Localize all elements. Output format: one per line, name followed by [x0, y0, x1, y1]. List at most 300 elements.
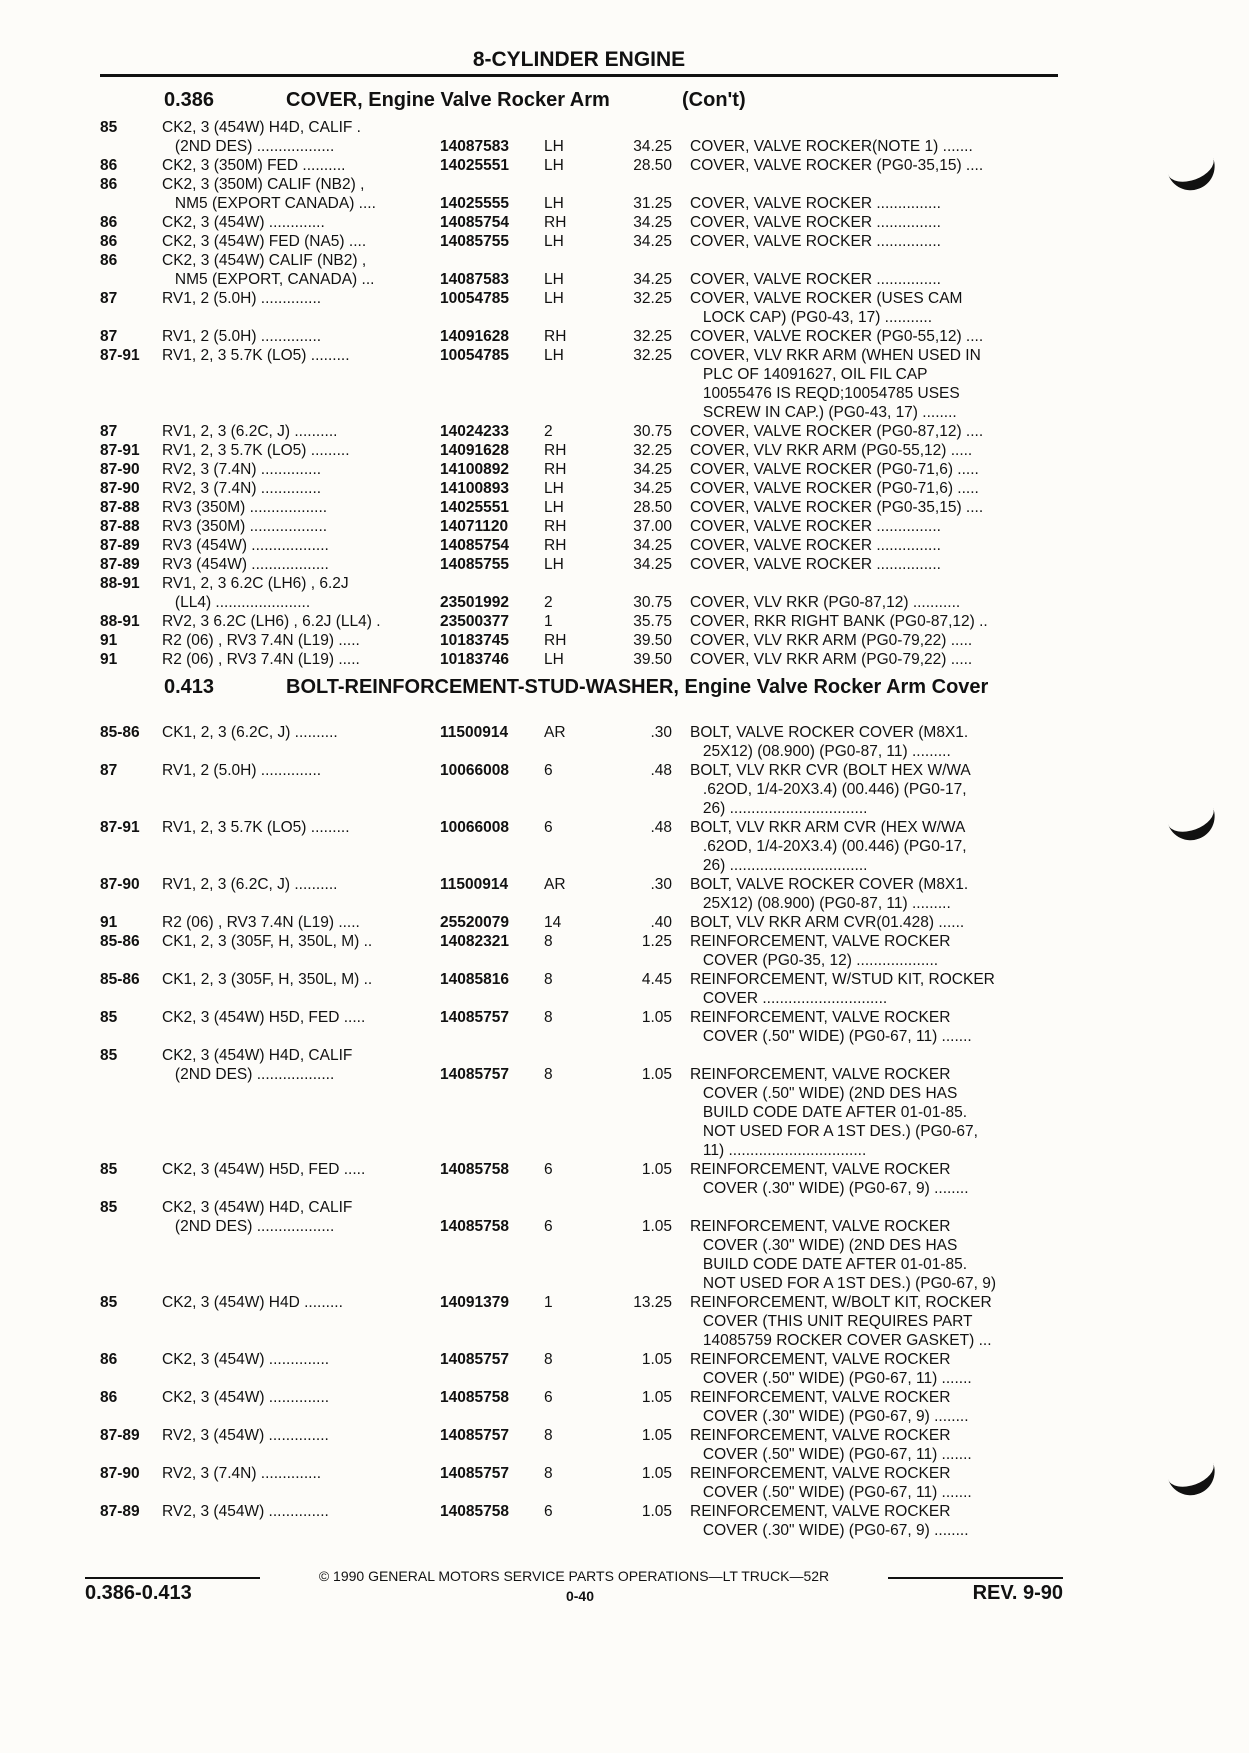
year-cell: 91	[100, 914, 118, 931]
quantity-cell: LH	[544, 290, 564, 307]
quantity-cell: 6	[544, 1218, 553, 1235]
description-cell: 26) ................................	[690, 800, 868, 817]
table-row	[100, 650, 1060, 669]
description-cell: COVER, VALVE ROCKER ...............	[690, 271, 941, 288]
binder-clip-icon	[1163, 143, 1222, 197]
year-cell: 86	[100, 214, 118, 231]
quantity-cell: RH	[544, 461, 567, 478]
price-cell: 1.25	[641, 933, 672, 950]
table-row	[100, 818, 1060, 837]
year-cell: 87	[100, 290, 118, 307]
year-cell: 87	[100, 762, 118, 779]
quantity-cell: 1	[544, 1294, 553, 1311]
year-cell: 87-88	[100, 518, 140, 535]
description-cell: .62OD, 1/4-20X3.4) (00.446) (PG0-17,	[690, 838, 967, 855]
table-row	[100, 175, 1060, 194]
table-row	[100, 970, 1060, 989]
quantity-cell: 6	[544, 819, 553, 836]
section-number: 0.386	[164, 89, 215, 111]
model-cell: CK1, 2, 3 (6.2C, J) ..........	[162, 724, 338, 741]
year-cell: 85	[100, 1161, 118, 1178]
table-row	[100, 555, 1060, 574]
part-number-cell: 10183746	[440, 651, 509, 668]
description-cell: COVER (.50" WIDE) (PG0-67, 11) .......	[690, 1484, 972, 1501]
table-row	[100, 1160, 1060, 1179]
year-cell: 87-90	[100, 461, 140, 478]
binder-clip-icon	[1163, 793, 1222, 847]
description-cell: COVER, VALVE ROCKER (PG0-55,12) ....	[690, 328, 984, 345]
quantity-cell: AR	[544, 876, 566, 893]
table-row	[100, 479, 1060, 498]
quantity-cell: RH	[544, 328, 567, 345]
description-cell: COVER .............................	[690, 990, 888, 1007]
price-cell: .30	[650, 724, 672, 741]
description-cell: REINFORCEMENT, VALVE ROCKER	[690, 1465, 951, 1482]
description-cell: REINFORCEMENT, VALVE ROCKER	[690, 933, 951, 950]
part-number-cell: 11500914	[440, 724, 509, 741]
model-cell: RV1, 2, 3 6.2C (LH6) , 6.2J	[162, 575, 349, 592]
part-number-cell: 14085755	[440, 556, 509, 573]
part-number-cell: 10066008	[440, 819, 509, 836]
year-cell: 91	[100, 651, 118, 668]
quantity-cell: 6	[544, 1389, 553, 1406]
table-row	[100, 1122, 1060, 1141]
table-row	[100, 213, 1060, 232]
price-cell: 32.25	[633, 442, 672, 459]
quantity-cell: LH	[544, 480, 564, 497]
year-cell: 87-91	[100, 819, 140, 836]
part-number-cell: 14085757	[440, 1066, 509, 1083]
year-cell: 87-89	[100, 1503, 140, 1520]
price-cell: 30.75	[633, 423, 672, 440]
quantity-cell: RH	[544, 632, 567, 649]
quantity-cell: RH	[544, 518, 567, 535]
part-number-cell: 10054785	[440, 290, 509, 307]
table-row	[100, 1293, 1060, 1312]
description-cell: 26) ................................	[690, 857, 868, 874]
table-row	[100, 1464, 1060, 1483]
table-row	[100, 251, 1060, 270]
price-cell: 31.25	[633, 195, 672, 212]
table-row	[100, 384, 1060, 403]
price-cell: 13.25	[633, 1294, 672, 1311]
table-row	[100, 422, 1060, 441]
model-cell: CK2, 3 (454W) H4D .........	[162, 1294, 343, 1311]
description-cell: COVER (.50" WIDE) (2ND DES HAS	[690, 1085, 958, 1102]
year-cell: 87-89	[100, 537, 140, 554]
price-cell: 34.25	[633, 271, 672, 288]
description-cell: COVER, VALVE ROCKER (PG0-87,12) ....	[690, 423, 984, 440]
table-row	[100, 612, 1060, 631]
year-cell: 87-90	[100, 480, 140, 497]
description-cell: 10055476 IS REQD;10054785 USES	[690, 385, 960, 402]
quantity-cell: 14	[544, 914, 562, 931]
table-row	[100, 327, 1060, 346]
binder-clip-icon	[1163, 1448, 1222, 1502]
description-cell: REINFORCEMENT, VALVE ROCKER	[690, 1218, 951, 1235]
part-number-cell: 10054785	[440, 347, 509, 364]
table-row	[100, 856, 1060, 875]
section-title: COVER, Engine Valve Rocker Arm	[286, 89, 610, 111]
price-cell: 1.05	[641, 1427, 672, 1444]
price-cell: 1.05	[641, 1389, 672, 1406]
quantity-cell: 8	[544, 1465, 553, 1482]
model-cell: RV1, 2, 3 (6.2C, J) ..........	[162, 876, 338, 893]
price-cell: .48	[650, 819, 672, 836]
description-cell: BUILD CODE DATE AFTER 01-01-85.	[690, 1256, 968, 1273]
table-row	[100, 1502, 1060, 1521]
year-cell: 85	[100, 119, 118, 136]
table-row	[100, 1445, 1060, 1464]
year-cell: 85-86	[100, 971, 140, 988]
model-cell: R2 (06) , RV3 7.4N (L19) .....	[162, 632, 360, 649]
part-number-cell: 14085754	[440, 537, 509, 554]
model-cell: R2 (06) , RV3 7.4N (L19) .....	[162, 651, 360, 668]
table-row	[100, 742, 1060, 761]
table-row	[100, 308, 1060, 327]
table-row	[100, 1236, 1060, 1255]
description-cell: COVER (.30" WIDE) (2ND DES HAS	[690, 1237, 958, 1254]
model-cell: RV3 (350M) ..................	[162, 499, 328, 516]
price-cell: 34.25	[633, 537, 672, 554]
footer-revision: REV. 9-90	[972, 1582, 1063, 1604]
table-row	[100, 1008, 1060, 1027]
model-cell: CK2, 3 (454W) CALIF (NB2) ,	[162, 252, 367, 269]
quantity-cell: 8	[544, 1009, 553, 1026]
table-row	[100, 1046, 1060, 1065]
part-number-cell: 10183745	[440, 632, 509, 649]
footer-section-range: 0.386-0.413	[85, 1582, 192, 1604]
quantity-cell: LH	[544, 347, 564, 364]
description-cell: 11) ................................	[690, 1142, 867, 1159]
model-cell: CK2, 3 (454W) H4D, CALIF	[162, 1199, 353, 1216]
model-cell: (2ND DES) ..................	[162, 1218, 335, 1235]
quantity-cell: 2	[544, 423, 553, 440]
price-cell: .30	[650, 876, 672, 893]
description-cell: REINFORCEMENT, W/STUD KIT, ROCKER	[690, 971, 995, 988]
part-number-cell: 14082321	[440, 933, 509, 950]
table-row	[100, 574, 1060, 593]
table-row	[100, 536, 1060, 555]
price-cell: .48	[650, 762, 672, 779]
table-row	[100, 498, 1060, 517]
quantity-cell: RH	[544, 214, 567, 231]
quantity-cell: LH	[544, 651, 564, 668]
part-number-cell: 14085757	[440, 1351, 509, 1368]
description-cell: COVER, VLV RKR (PG0-87,12) ...........	[690, 594, 961, 611]
price-cell: 1.05	[641, 1218, 672, 1235]
table-row	[100, 289, 1060, 308]
description-cell: LOCK CAP) (PG0-43, 17) ...........	[690, 309, 933, 326]
year-cell: 88-91	[100, 613, 140, 630]
model-cell: RV1, 2, 3 (6.2C, J) ..........	[162, 423, 338, 440]
price-cell: 1.05	[641, 1465, 672, 1482]
section-number: 0.413	[164, 676, 215, 698]
description-cell: 14085759 ROCKER COVER GASKET) ...	[690, 1332, 992, 1349]
table-row	[100, 1388, 1060, 1407]
model-cell: RV3 (454W) ..................	[162, 556, 329, 573]
model-cell: CK2, 3 (454W) FED (NA5) ....	[162, 233, 367, 250]
table-row	[100, 723, 1060, 742]
price-cell: 30.75	[633, 594, 672, 611]
table-row	[100, 517, 1060, 536]
price-cell: 39.50	[633, 651, 672, 668]
table-row	[100, 1084, 1060, 1103]
table-row	[100, 403, 1060, 422]
page-header: 8-CYLINDER ENGINE	[100, 48, 1058, 77]
model-cell: CK1, 2, 3 (305F, H, 350L, M) ..	[162, 971, 373, 988]
year-cell: 87-90	[100, 876, 140, 893]
quantity-cell: LH	[544, 195, 564, 212]
part-number-cell: 14085758	[440, 1503, 509, 1520]
table-row	[100, 593, 1060, 612]
part-number-cell: 14024233	[440, 423, 509, 440]
part-number-cell: 14085755	[440, 233, 509, 250]
table-row	[100, 1407, 1060, 1426]
table-row	[100, 837, 1060, 856]
table-row	[100, 1312, 1060, 1331]
quantity-cell: 8	[544, 1351, 553, 1368]
part-number-cell: 14087583	[440, 138, 509, 155]
price-cell: 1.05	[641, 1503, 672, 1520]
description-cell: COVER, VLV RKR ARM (WHEN USED IN	[690, 347, 981, 364]
part-number-cell: 14091628	[440, 328, 509, 345]
part-number-cell: 14091628	[440, 442, 509, 459]
table-row	[100, 1483, 1060, 1502]
description-cell: BOLT, VALVE ROCKER COVER (M8X1.	[690, 724, 969, 741]
year-cell: 87-88	[100, 499, 140, 516]
table-row	[100, 875, 1060, 894]
year-cell: 88-91	[100, 575, 140, 592]
model-cell: RV1, 2 (5.0H) ..............	[162, 290, 322, 307]
footer-page-number: 0-40	[565, 1588, 595, 1604]
quantity-cell: LH	[544, 233, 564, 250]
model-cell: RV1, 2 (5.0H) ..............	[162, 762, 322, 779]
year-cell: 91	[100, 632, 118, 649]
model-cell: RV3 (350M) ..................	[162, 518, 328, 535]
table-row	[100, 137, 1060, 156]
year-cell: 86	[100, 1351, 118, 1368]
price-cell: 32.25	[633, 328, 672, 345]
table-row	[100, 1521, 1060, 1540]
year-cell: 86	[100, 176, 118, 193]
model-cell: CK2, 3 (454W) H4D, CALIF .	[162, 119, 361, 136]
year-cell: 87-89	[100, 1427, 140, 1444]
description-cell: COVER, VALVE ROCKER ...............	[690, 537, 941, 554]
table-row	[100, 346, 1060, 365]
year-cell: 85	[100, 1009, 118, 1026]
quantity-cell: 8	[544, 933, 553, 950]
price-cell: 34.25	[633, 480, 672, 497]
quantity-cell: AR	[544, 724, 566, 741]
table-row	[100, 1350, 1060, 1369]
part-number-cell: 25520079	[440, 914, 509, 931]
year-cell: 85	[100, 1047, 118, 1064]
model-cell: CK2, 3 (454W) ..............	[162, 1389, 330, 1406]
year-cell: 85-86	[100, 724, 140, 741]
description-cell: COVER (.30" WIDE) (PG0-67, 9) ........	[690, 1180, 969, 1197]
description-cell: REINFORCEMENT, VALVE ROCKER	[690, 1503, 951, 1520]
year-cell: 85	[100, 1294, 118, 1311]
section-rows-0413	[100, 723, 1060, 1540]
description-cell: BUILD CODE DATE AFTER 01-01-85.	[690, 1104, 968, 1121]
table-row	[100, 1426, 1060, 1445]
description-cell: COVER, VALVE ROCKER (PG0-71,6) .....	[690, 480, 979, 497]
price-cell: 28.50	[633, 157, 672, 174]
year-cell: 87	[100, 423, 118, 440]
description-cell: NOT USED FOR A 1ST DES.) (PG0-67,	[690, 1123, 978, 1140]
quantity-cell: 2	[544, 594, 553, 611]
part-number-cell: 14085757	[440, 1465, 509, 1482]
part-number-cell: 11500914	[440, 876, 509, 893]
description-cell: REINFORCEMENT, VALVE ROCKER	[690, 1351, 951, 1368]
price-cell: 39.50	[633, 632, 672, 649]
model-cell: CK2, 3 (454W) H5D, FED .....	[162, 1009, 366, 1026]
part-number-cell: 14085758	[440, 1161, 509, 1178]
description-cell: COVER, RKR RIGHT BANK (PG0-87,12) ..	[690, 613, 988, 630]
model-cell: CK2, 3 (454W) .............	[162, 214, 325, 231]
description-cell: COVER, VLV RKR ARM (PG0-79,22) .....	[690, 632, 973, 649]
description-cell: COVER (.30" WIDE) (PG0-67, 9) ........	[690, 1522, 969, 1539]
table-row	[100, 1103, 1060, 1122]
year-cell: 87	[100, 328, 118, 345]
model-cell: RV2, 3 (7.4N) ..............	[162, 1465, 322, 1482]
price-cell: 34.25	[633, 556, 672, 573]
table-row	[100, 194, 1060, 213]
part-number-cell: 14085757	[440, 1427, 509, 1444]
price-cell: 34.25	[633, 461, 672, 478]
description-cell: COVER, VALVE ROCKER ...............	[690, 556, 941, 573]
part-number-cell: 14085758	[440, 1389, 509, 1406]
model-cell: NM5 (EXPORT, CANADA) ...	[162, 271, 375, 288]
price-cell: 32.25	[633, 347, 672, 364]
table-row	[100, 1331, 1060, 1350]
price-cell: 1.05	[641, 1351, 672, 1368]
price-cell: 4.45	[641, 971, 672, 988]
description-cell: REINFORCEMENT, VALVE ROCKER	[690, 1427, 951, 1444]
description-cell: PLC OF 14091627, OIL FIL CAP	[690, 366, 928, 383]
table-row	[100, 631, 1060, 650]
price-cell: .40	[650, 914, 672, 931]
part-number-cell: 14085758	[440, 1218, 509, 1235]
quantity-cell: 8	[544, 1427, 553, 1444]
part-number-cell: 23500377	[440, 613, 509, 630]
price-cell: 32.25	[633, 290, 672, 307]
year-cell: 86	[100, 252, 118, 269]
quantity-cell: 6	[544, 1161, 553, 1178]
price-cell: 1.05	[641, 1161, 672, 1178]
description-cell: COVER, VALVE ROCKER(NOTE 1) .......	[690, 138, 973, 155]
part-number-cell: 14100892	[440, 461, 509, 478]
table-row	[100, 951, 1060, 970]
description-cell: BOLT, VLV RKR ARM CVR (HEX W/WA	[690, 819, 966, 836]
model-cell: CK2, 3 (454W) H5D, FED .....	[162, 1161, 366, 1178]
quantity-cell: LH	[544, 499, 564, 516]
year-cell: 87-90	[100, 1465, 140, 1482]
description-cell: COVER, VALVE ROCKER (PG0-35,15) ....	[690, 157, 984, 174]
description-cell: COVER, VALVE ROCKER ...............	[690, 195, 941, 212]
model-cell: CK2, 3 (350M) CALIF (NB2) ,	[162, 176, 365, 193]
part-number-cell: 14071120	[440, 518, 509, 535]
part-number-cell: 23501992	[440, 594, 509, 611]
quantity-cell: 6	[544, 1503, 553, 1520]
year-cell: 86	[100, 1389, 118, 1406]
model-cell: RV1, 2, 3 5.7K (LO5) .........	[162, 442, 350, 459]
price-cell: 1.05	[641, 1066, 672, 1083]
model-cell: (2ND DES) ..................	[162, 1066, 335, 1083]
description-cell: COVER, VLV RKR ARM (PG0-79,22) .....	[690, 651, 973, 668]
table-row	[100, 441, 1060, 460]
price-cell: 37.00	[633, 518, 672, 535]
part-number-cell: 14025551	[440, 157, 509, 174]
table-row	[100, 365, 1060, 384]
table-row	[100, 1141, 1060, 1160]
description-cell: BOLT, VALVE ROCKER COVER (M8X1.	[690, 876, 969, 893]
description-cell: COVER (.50" WIDE) (PG0-67, 11) .......	[690, 1028, 972, 1045]
table-row	[100, 1255, 1060, 1274]
model-cell: RV2, 3 (7.4N) ..............	[162, 480, 322, 497]
description-cell: COVER (PG0-35, 12) ...................	[690, 952, 939, 969]
description-cell: REINFORCEMENT, W/BOLT KIT, ROCKER	[690, 1294, 992, 1311]
price-cell: 34.25	[633, 138, 672, 155]
part-number-cell: 14025555	[440, 195, 509, 212]
year-cell: 85	[100, 1199, 118, 1216]
part-number-cell: 14085816	[440, 971, 509, 988]
model-cell: RV1, 2 (5.0H) ..............	[162, 328, 322, 345]
description-cell: COVER (.50" WIDE) (PG0-67, 11) .......	[690, 1370, 972, 1387]
model-cell: RV3 (454W) ..................	[162, 537, 329, 554]
model-cell: (LL4) ......................	[162, 594, 311, 611]
description-cell: REINFORCEMENT, VALVE ROCKER	[690, 1066, 951, 1083]
description-cell: .62OD, 1/4-20X3.4) (00.446) (PG0-17,	[690, 781, 967, 798]
description-cell: COVER, VALVE ROCKER (USES CAM	[690, 290, 963, 307]
description-cell: COVER, VALVE ROCKER ...............	[690, 518, 941, 535]
part-number-cell: 14091379	[440, 1294, 509, 1311]
section-title: BOLT-REINFORCEMENT-STUD-WASHER, Engine Valve Rocker Arm Cover	[286, 676, 989, 698]
table-row	[100, 118, 1060, 137]
model-cell: RV2, 3 6.2C (LH6) , 6.2J (LL4) .	[162, 613, 381, 630]
description-cell: 25X12) (08.900) (PG0-87, 11) .........	[690, 895, 951, 912]
description-cell: COVER, VLV RKR ARM (PG0-55,12) .....	[690, 442, 973, 459]
table-row	[100, 1274, 1060, 1293]
quantity-cell: LH	[544, 271, 564, 288]
part-number-cell: 14085757	[440, 1009, 509, 1026]
model-cell: CK2, 3 (454W) H4D, CALIF	[162, 1047, 353, 1064]
table-row	[100, 989, 1060, 1008]
price-cell: 34.25	[633, 214, 672, 231]
table-row	[100, 894, 1060, 913]
table-row	[100, 232, 1060, 251]
table-row	[100, 1065, 1060, 1084]
part-number-cell: 14087583	[440, 271, 509, 288]
model-cell: R2 (06) , RV3 7.4N (L19) .....	[162, 914, 360, 931]
quantity-cell: LH	[544, 157, 564, 174]
model-cell: RV1, 2, 3 5.7K (LO5) .........	[162, 819, 350, 836]
part-number-cell: 10066008	[440, 762, 509, 779]
model-cell: RV2, 3 (454W) ..............	[162, 1427, 329, 1444]
section-rows-0386	[100, 118, 1060, 669]
quantity-cell: 8	[544, 971, 553, 988]
description-cell: NOT USED FOR A 1ST DES.) (PG0-67, 9)	[690, 1275, 997, 1292]
year-cell: 86	[100, 157, 118, 174]
quantity-cell: LH	[544, 556, 564, 573]
table-row	[100, 1027, 1060, 1046]
description-cell: REINFORCEMENT, VALVE ROCKER	[690, 1161, 951, 1178]
price-cell: 34.25	[633, 233, 672, 250]
description-cell: 25X12) (08.900) (PG0-87, 11) .........	[690, 743, 951, 760]
table-row	[100, 1369, 1060, 1388]
price-cell: 35.75	[633, 613, 672, 630]
